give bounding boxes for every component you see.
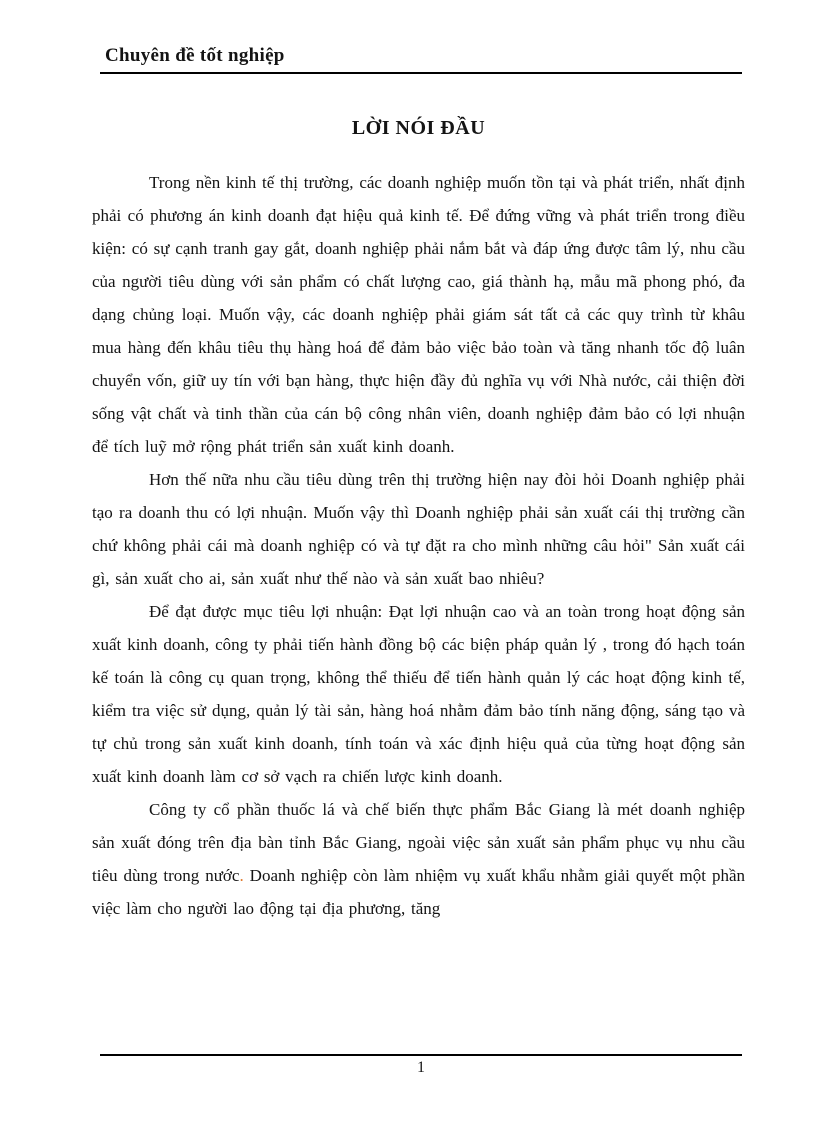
document-body bbox=[92, 114, 745, 925]
paragraph bbox=[92, 793, 745, 925]
paragraph-segment: Công ty cổ phần thuốc lá và chế biến thực phẩm Bắc Giang là mét doanh nghiệp sản xuất đóng trên địa bàn tỉnh Bắc Giang, ngoài việc sản xuất sản phẩm phục vụ nhu cầu tiêu dùng trong nước bbox=[92, 800, 745, 885]
paragraph: Trong nền kinh tế thị trường, các doanh nghiệp muốn tồn tại và phát triển, nhất định phải có phương án kinh doanh đạt hiệu quả kinh tế. Để đứng vững và phát triển trong điều kiện: có sự cạnh tranh gay gắt, doanh nghiệp phải nắm bắt và đáp ứng được tâm lý, nhu cầu của người tiêu dùng với sản phẩm có chất lượng cao, giá thành hạ, mẫu mã phong phó, đa dạng chủng loại. Muốn vậy, các doanh nghiệp phải giám sát tất cả các quy trình từ khâu mua hàng đến khâu tiêu thụ hàng hoá để đảm bảo việc bảo toàn và tăng nhanh tốc độ luân chuyển vốn, giữ uy tín với bạn hàng, thực hiện đầy đủ nghĩa vụ với Nhà nước, cải thiện đời sống vật chất và tinh thần của cán bộ công nhân viên, doanh nghiệp đảm bảo có lợi nhuận để tích luỹ mở rộng phát triển sản xuất kinh doanh. bbox=[92, 173, 745, 456]
paragraph: Để đạt được mục tiêu lợi nhuận: Đạt lợi nhuận cao và an toàn trong hoạt động sản xuất kinh doanh, công ty phải tiến hành đồng bộ các biện pháp quản lý , trong đó hạch toán kế toán là công cụ quan trọng, không thể thiếu để tiến hành quản lý các hoạt động kinh tế, kiểm tra việc sử dụng, quản lý tài sản, hàng hoá nhằm đảm bảo tính năng động, sáng tạo và tự chủ trong sản xuất kinh doanh, tính toán và xác định hiệu quả của từng hoạt động sản xuất kinh doanh làm cơ sở vạch ra chiến lược kinh doanh. bbox=[92, 602, 745, 786]
page-footer bbox=[100, 1054, 742, 1079]
header-rule bbox=[100, 72, 742, 74]
header-title: Chuyên đề tốt nghiệp bbox=[105, 45, 285, 66]
page-header bbox=[100, 44, 742, 74]
accent-period: . bbox=[239, 866, 244, 885]
paragraph: Hơn thế nữa nhu cầu tiêu dùng trên thị trường hiện nay đòi hỏi Doanh nghiệp phải tạo ra doanh thu có lợi nhuận. Muốn vậy thì Doanh nghiệp phải sản xuất cái thị trường cần chứ không phải cái mà doanh nghiệp có và tự đặt ra cho mình những câu hỏi" Sản xuất cái gì, sản xuất cho ai, sản xuất như thế nào và sản xuất bao nhiêu? bbox=[92, 470, 745, 588]
page-number: 1 bbox=[417, 1059, 425, 1076]
paragraph-segment: Doanh nghiệp còn làm nhiệm vụ xuất khẩu nhằm giải quyết một phần việc làm cho người lao động tại địa phương, tăng bbox=[92, 866, 745, 918]
page-title: LỜI NÓI ĐẦU bbox=[351, 117, 486, 139]
